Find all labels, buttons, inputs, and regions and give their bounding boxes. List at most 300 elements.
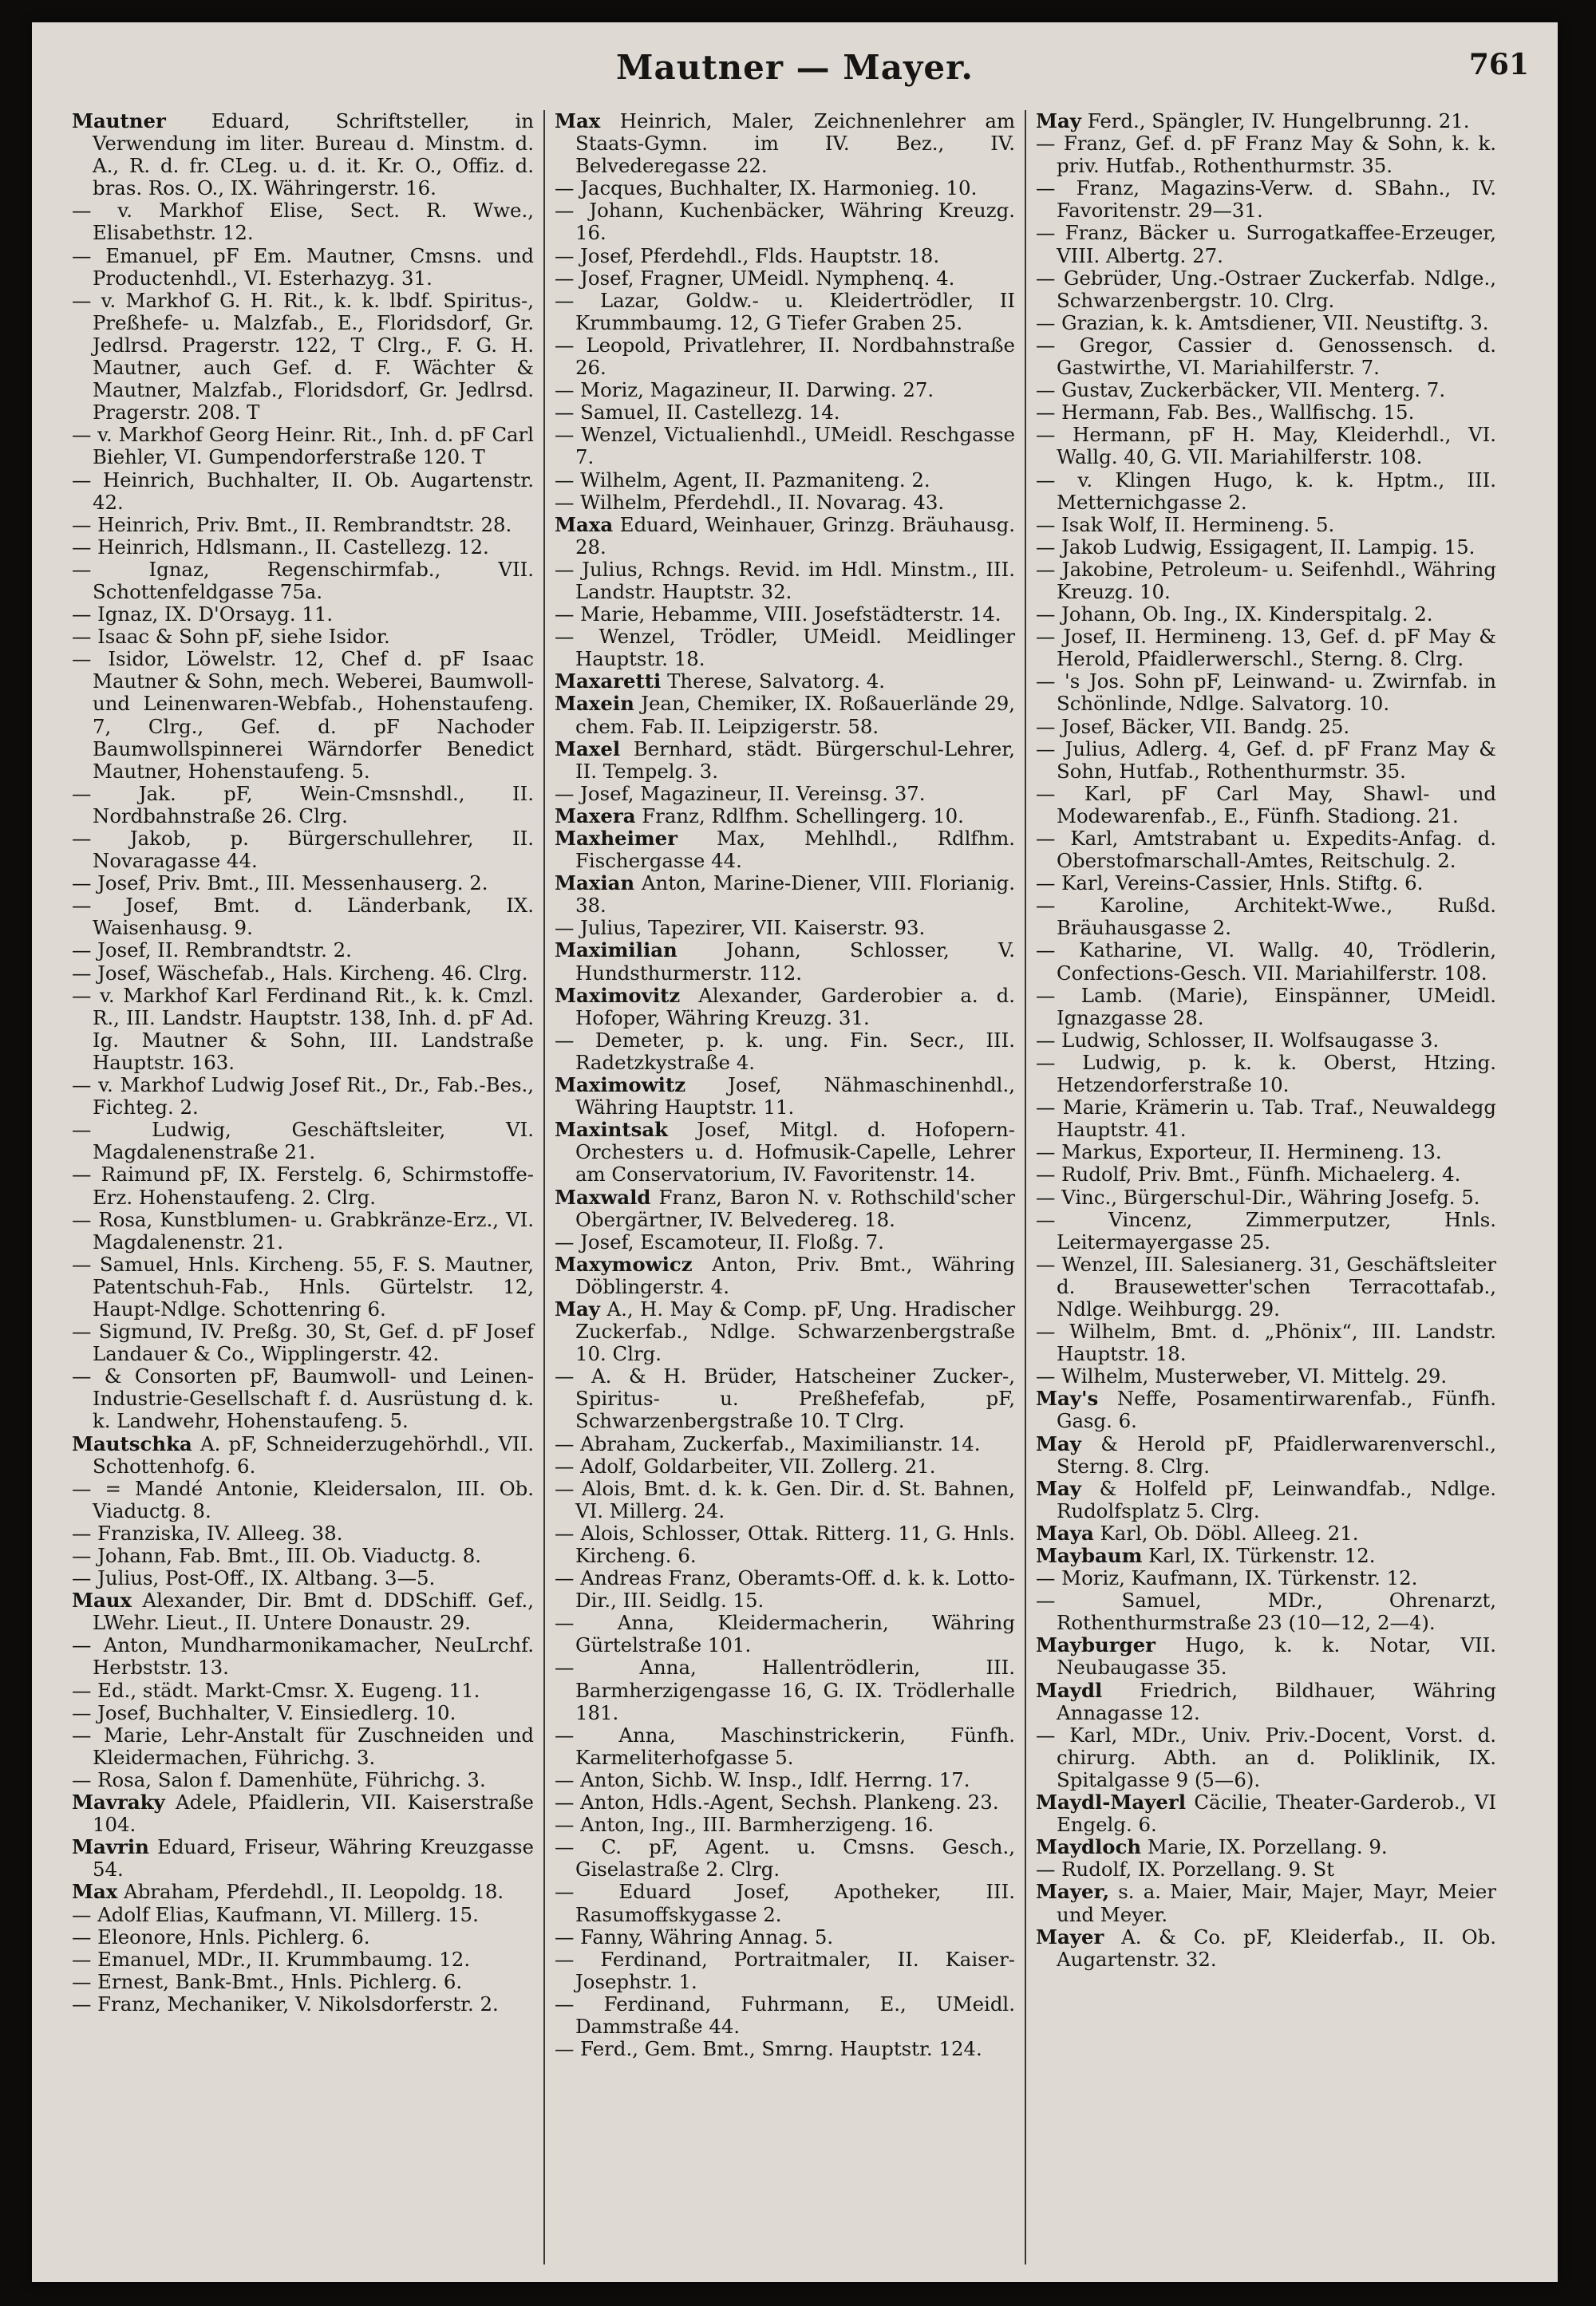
entry-text: — Alois, Schlosser, Ottak. Ritterg. 11, G. Hnls. Kircheng. 6. [555,1521,1015,1567]
entry-text: — Lamb. (Marie), Einspänner, UMeidl. Ignazgasse 28. [1036,983,1496,1029]
entry-text: — Wenzel, Victualienhdl., UMeidl. Reschgasse 7. [555,423,1015,469]
directory-entry [555,985,1015,1029]
directory-entry [555,290,1015,334]
directory-entry [555,559,1015,603]
entry-surname: May [1036,1431,1081,1455]
entry-text: — Markus, Exporteur, II. Hermineng. 13. [1036,1140,1442,1164]
entry-text: — Marie, Krämerin u. Tab. Traf., Neuwaldegg Hauptstr. 41. [1036,1096,1496,1142]
directory-entry [1036,626,1496,670]
entry-text: — Wilhelm, Musterweber, VI. Mittelg. 29. [1036,1364,1448,1388]
column-left [62,110,543,2265]
directory-entry [555,1836,1015,1881]
entry-text: & Holfeld pF, Leinwandfab., Ndlge. Rudolfsplatz 5. Clrg. [1057,1476,1496,1522]
entry-text: — Rudolf, Priv. Bmt., Fünfh. Michaelerg. 4. [1036,1163,1461,1187]
directory-entry [72,559,534,603]
entry-text: — Ferdinand, Fuhrmann, E., UMeidl. Dammstraße 44. [555,1992,1015,2038]
entry-surname: May [1036,1476,1081,1500]
entry-text: — & Consorten pF, Baumwoll- und Leinen-Industrie-Gesellschaft f. d. Ausrüstung d. k. k. Landwehr, Hohenstaufeng. 5. [72,1364,534,1433]
entry-text: — v. Markhof G. H. Rit., k. k. lbdf. Spiritus-, Preßhefe- u. Malzfab., E., Floridsdorf, Gr. Jedlrsd. Pragerstr. 122, T Clrg., F. G. H. Mautner, auch Gef. d. F. Wächter & Mautner, Malzfab., Floridsdorf, Gr. Jedlrsd. Pragerstr. 208. T [72,288,534,424]
directory-entry [72,199,534,244]
directory-entry [72,827,534,872]
directory-entry [555,827,1015,872]
directory-entry [555,1567,1015,1612]
entry-surname: Mayer, [1036,1880,1110,1904]
directory-entry [1036,1365,1496,1388]
entry-surname: May [555,1297,600,1321]
entry-text: — Leopold, Privatlehrer, II. Nordbahnstraße 26. [555,333,1015,380]
directory-entry [72,1209,534,1254]
entry-text: — Ed., städt. Markt-Cmsr. X. Eugeng. 11. [72,1678,480,1702]
entry-text: — Ferd., Gem. Bmt., Smrng. Hauptstr. 124. [555,2037,982,2061]
entry-surname: Mavrin [72,1835,149,1859]
directory-entry [1036,1254,1496,1321]
directory-entry [555,379,1015,401]
entry-text: — Eleonore, Hnls. Pichlerg. 6. [72,1925,370,1949]
entry-text: — Josef, Bäcker, VII. Bandg. 25. [1036,714,1350,738]
directory-entry [555,334,1015,379]
entry-surname: Maxintsak [555,1118,669,1142]
page-header [32,48,1558,96]
directory-entry [1036,1567,1496,1589]
directory-entry [555,738,1015,783]
entry-text: — Gustav, Zuckerbäcker, VII. Menterg. 7. [1036,378,1446,402]
directory-entry [72,1074,534,1119]
directory-entry [72,1163,534,1208]
entry-text: — Vincenz, Zimmerputzer, Hnls. Leitermayergasse 25. [1036,1207,1496,1254]
entry-text: — Samuel, Hnls. Kircheng. 55, F. S. Mautner, Patentschuh-Fab., Hnls. Gürtelstr. 12, Haupt-Ndlge. Schottenring 6. [72,1252,534,1321]
entry-text: — Franz, Mechaniker, V. Nikolsdorferstr. 2. [72,1992,499,2016]
entry-surname: Maxel [555,736,621,760]
directory-entry [72,648,534,783]
entry-surname: Maxymowicz [555,1252,693,1276]
entry-text: Franz, Baron N. v. Rothschild'scher Obergärtner, IV. Belvedereg. 18. [575,1185,1015,1231]
directory-entry [72,1433,534,1478]
entry-text: — Franz, Gef. d. pF Franz May & Sohn, k. k. priv. Hutfab., Rothenthurmstr. 35. [1036,132,1496,178]
directory-entry [555,1993,1015,2038]
entry-surname: Max [72,1880,118,1904]
directory-entry [555,1814,1015,1836]
entry-text: — Raimund pF, IX. Ferstelg. 6, Schirmstoffe-Erz. Hohenstaufeng. 2. Clrg. [72,1163,534,1209]
entry-surname: Mayer [1036,1925,1104,1949]
entry-text: — Rosa, Salon f. Damenhüte, Führichg. 3. [72,1767,486,1791]
directory-entry [1036,110,1496,132]
directory-entry [72,1634,534,1679]
directory-entry [1036,559,1496,603]
directory-entry [1036,783,1496,827]
directory-entry [1036,1836,1496,1858]
directory-entry [1036,1321,1496,1365]
directory-entry [555,1769,1015,1791]
entry-text: Friedrich, Bildhauer, Währing Annagasse 12. [1057,1678,1496,1724]
directory-entry [72,1545,534,1567]
directory-entry [555,872,1015,917]
entry-text: — Isidor, Löwelstr. 12, Chef d. pF Isaac Mautner & Sohn, mech. Weberei, Baumwoll- und Leinenwaren-Webfab., Hohenstaufeng. 7, Clrg., Gef. d. pF Nachoder Baumwollspinnerei Wärndorfer Benedict Mautner, Hohenstaufeng. 5. [72,647,534,783]
directory-entry [1036,132,1496,177]
directory-entry [555,514,1015,559]
directory-entry [555,939,1015,984]
entry-text: — Rudolf, IX. Porzellang. 9. St [1036,1858,1335,1882]
directory-entry [72,1949,534,1971]
directory-entry [555,805,1015,827]
entry-text: — Anton, Ing., III. Barmherzigeng. 16. [555,1813,934,1837]
entry-text: — Josef, Bmt. d. Länderbank, IX. Waisenhausg. 9. [72,894,534,940]
entry-surname: Maya [1036,1521,1094,1545]
directory-entry [555,1074,1015,1119]
entry-text: — v. Klingen Hugo, k. k. Hptm., III. Metternichgasse 2. [1036,468,1496,514]
directory-entry [555,1612,1015,1656]
entry-surname: Maybaum [1036,1544,1143,1567]
directory-entry [72,1971,534,1993]
directory-entry [72,1522,534,1545]
directory-entry [555,603,1015,626]
directory-entry [1036,716,1496,738]
directory-entry [1036,177,1496,222]
directory-entry [555,670,1015,693]
entry-text: — Ludwig, p. k. k. Oberst, Htzing. Hetzendorferstraße 10. [1036,1050,1496,1097]
directory-entry [72,514,534,536]
entry-text: — Karoline, Architekt-Wwe., Rußd. Bräuhausgasse 2. [1036,894,1496,940]
directory-entry [555,1881,1015,1925]
entry-text: — Abraham, Zuckerfab., Maximilianstr. 14. [555,1431,981,1455]
directory-entry [555,245,1015,267]
entry-text: A., H. May & Comp. pF, Ung. Hradischer Zuckerfab., Ndlge. Schwarzenbergstraße 10. Clrg. [575,1297,1015,1366]
column-right [1025,110,1506,2265]
entry-text: — Josef, Priv. Bmt., III. Messenhauserg. 2. [72,871,488,895]
entry-text: — Josef, Escamoteur, II. Floßg. 7. [555,1230,884,1254]
entry-text: — Jakobine, Petroleum- u. Seifenhdl., Währing Kreuzg. 10. [1036,557,1496,603]
entry-text: — Gebrüder, Ung.-Ostraer Zuckerfab. Ndlge., Schwarzenbergstr. 10. Clrg. [1036,266,1496,312]
entry-surname: Maximilian [555,938,678,962]
entry-text: — Andreas Franz, Oberamts-Off. d. k. k. Lotto-Dir., III. Seidlg. 15. [555,1566,1015,1613]
directory-entry [72,245,534,290]
entry-text: Johann, Schlosser, V. Hundsthurmerstr. 112. [575,938,1015,985]
entry-text: — Anton, Hdls.-Agent, Sechsh. Plankeng. 23. [555,1791,999,1814]
entry-surname: Maxein [555,692,634,716]
entry-text: — v. Markhof Georg Heinr. Rit., Inh. d. pF Carl Biehler, VI. Gumpendorferstraße 120. T [72,423,534,469]
entry-text: — Sigmund, IV. Preßg. 30, St, Gef. d. pF Josef Landauer & Co., Wipplingerstr. 42. [72,1320,534,1366]
directory-entry [555,783,1015,805]
entry-text: Anton, Marine-Diener, VIII. Florianig. 38. [575,871,1015,918]
directory-entry [555,626,1015,670]
directory-entry [555,1365,1015,1432]
entry-text: — Ignaz, IX. D'Orsayg. 11. [72,602,334,626]
entry-text: — Franziska, IV. Alleeg. 38. [72,1521,343,1545]
entry-text: — Josef, Buchhalter, V. Einsiedlerg. 10. [72,1700,456,1724]
entry-text: — Johann, Ob. Ing., IX. Kinderspitalg. 2. [1036,602,1433,626]
directory-entry [555,469,1015,492]
entry-text: — Isaac & Sohn pF, siehe Isidor. [72,625,390,649]
entry-text: Neffe, Posamentirwarenfab., Fünfh. Gasg. 6. [1057,1387,1496,1433]
entry-text: — Ludwig, Schlosser, II. Wolfsaugasse 3. [1036,1028,1440,1052]
directory-entry [1036,939,1496,984]
entry-text: — Alois, Bmt. d. k. k. Gen. Dir. d. St. Bahnen, VI. Millerg. 24. [555,1476,1015,1522]
directory-entry [555,1478,1015,1522]
directory-entry [555,1433,1015,1455]
entry-text: — Jak. pF, Wein-Cmsnshdl., II. Nordbahnstraße 26. Clrg. [72,781,534,827]
entry-text: Alexander, Dir. Bmt d. DDSchiff. Gef., LWehr. Lieut., II. Untere Donaustr. 29. [93,1589,534,1635]
directory-entry [72,1791,534,1836]
directory-entry [72,1567,534,1589]
entry-surname: Maxa [555,512,614,536]
entry-text: Karl, IX. Türkenstr. 12. [1148,1544,1376,1567]
directory-page [32,22,1558,2282]
entry-text: — Josef, Magazineur, II. Vereinsg. 37. [555,781,926,805]
entry-text: — Heinrich, Buchhalter, II. Ob. Augartenstr. 42. [72,468,534,514]
entry-text: — Heinrich, Priv. Bmt., II. Rembrandtstr. 28. [72,512,512,536]
entry-text: — Johann, Fab. Bmt., III. Ob. Viaductg. 8. [72,1544,482,1567]
entry-text: — Vinc., Bürgerschul-Dir., Währing Josefg. 5. [1036,1185,1480,1209]
directory-entry [1036,1141,1496,1163]
directory-entry [555,110,1015,177]
entry-text: — Johann, Kuchenbäcker, Währing Kreuzg. 16. [555,199,1015,245]
entry-text: — Hermann, Fab. Bes., Wallfischg. 15. [1036,401,1415,424]
entry-surname: Mavraky [72,1791,165,1814]
directory-entry [555,917,1015,939]
column-middle [543,110,1025,2265]
entry-text: — Josef, Wäschefab., Hals. Kircheng. 46. Clrg. [72,961,528,985]
entry-surname: Maydl [1036,1678,1103,1702]
directory-entry [1036,872,1496,894]
entry-text: — A. & H. Brüder, Hatscheiner Zucker-, Spiritus- u. Preßhefefab, pF, Schwarzenbergstraße 10. T Clrg. [555,1364,1015,1433]
directory-entry [72,1836,534,1881]
entry-text: Heinrich, Maler, Zeichnenlehrer am Staats-Gymn. im IV. Bez., IV. Belvederegasse 22. [575,110,1015,178]
directory-entry [1036,1209,1496,1254]
directory-entry [72,939,534,961]
entry-text: Jean, Chemiker, IX. Roßauerlände 29, chem. Fab. II. Leipzigerstr. 58. [575,692,1015,738]
entry-surname: Mautschka [72,1431,192,1455]
directory-entry [1036,267,1496,312]
directory-entry [72,424,534,468]
page-number: 761 [1468,48,1529,81]
directory-entry [555,1724,1015,1769]
entry-surname: May [1036,110,1081,132]
directory-entry [555,1791,1015,1814]
entry-text: Adele, Pfaidlerin, VII. Kaiserstraße 104. [93,1791,534,1837]
directory-entry [555,401,1015,424]
directory-entry [555,1949,1015,1993]
directory-entry [555,1926,1015,1949]
directory-entry [1036,1029,1496,1052]
entry-text: — Demeter, p. k. ung. Fin. Secr., III. Radetzkystraße 4. [555,1028,1015,1074]
entry-text: — Samuel, MDr., Ohrenarzt, Rothenthurmstraße 23 (10—12, 2—4). [1036,1589,1496,1635]
entry-text: — Ferdinand, Portraitmaler, II. Kaiser-Josephstr. 1. [555,1947,1015,1993]
directory-entry [1036,1433,1496,1478]
directory-entry [72,1904,534,1926]
entry-text: Ferd., Spängler, IV. Hungelbrunng. 21. [1087,110,1470,132]
entry-surname: Maxheimer [555,827,678,850]
entry-surname: Maxian [555,871,635,895]
directory-entry [1036,469,1496,514]
directory-entry [1036,312,1496,334]
entry-text: & Herold pF, Pfaidlerwarenverschl., Sterng. 8. Clrg. [1057,1431,1496,1478]
directory-entry [1036,738,1496,783]
directory-entry [72,872,534,894]
entry-text: A. & Co. pF, Kleiderfab., II. Ob. Augartenstr. 32. [1057,1925,1496,1971]
entry-text: — Julius, Rchngs. Revid. im Hdl. Minstm., III. Landstr. Hauptstr. 32. [555,557,1015,603]
entry-text: — Moriz, Magazineur, II. Darwing. 27. [555,378,934,402]
directory-entry [72,1365,534,1432]
directory-entry [72,1589,534,1634]
entry-surname: May's [1036,1387,1099,1411]
directory-entry [1036,379,1496,401]
directory-entry [1036,1052,1496,1096]
entry-text: Marie, IX. Porzellang. 9. [1147,1835,1388,1859]
entry-text: — Fanny, Währing Annag. 5. [555,1925,834,1949]
entry-text: Hugo, k. k. Notar, VII. Neubaugasse 35. [1057,1633,1496,1680]
entry-text: — Wilhelm, Bmt. d. „Phönix“, III. Landstr. Hauptstr. 18. [1036,1320,1496,1366]
entry-text: — Josef, Fragner, UMeidl. Nymphenq. 4. [555,266,955,290]
entry-text: — Hermann, pF H. May, Kleiderhdl., VI. Wallg. 40, G. VII. Mariahilferstr. 108. [1036,423,1496,469]
directory-entry [1036,1680,1496,1724]
directory-entry [72,1724,534,1769]
directory-entry [72,1321,534,1365]
directory-entry [72,1254,534,1321]
entry-text: Max, Mehlhdl., Rdlfhm. Fischergasse 44. [575,827,1015,873]
directory-entry [72,110,534,199]
entry-text: — Wilhelm, Pferdehdl., II. Novarag. 43. [555,490,945,514]
entry-text: — Anna, Hallentrödlerin, III. Barmherzigengasse 16, G. IX. Trödlerhalle 181. [555,1656,1015,1724]
entry-text: — Julius, Post-Off., IX. Altbang. 3—5. [72,1566,436,1590]
entry-text: — Franz, Bäcker u. Surrogatkaffee-Erzeuger, VIII. Albertg. 27. [1036,221,1496,267]
directory-entry [1036,1881,1496,1925]
directory-entry [72,985,534,1074]
entry-text: — Lazar, Goldw.- u. Kleidertrödler, II Krummbaumg. 12, G Tiefer Graben 25. [555,288,1015,334]
entry-text: Anton, Priv. Bmt., Währing Döblingerstr. 4. [575,1252,1015,1298]
directory-entry [72,1769,534,1791]
directory-entry [72,1680,534,1702]
directory-entry [1036,1791,1496,1836]
entry-text: — Marie, Hebamme, VIII. Josefstädterstr. 14. [555,602,1001,626]
entry-text: — Samuel, II. Castellezg. 14. [555,401,840,424]
directory-entry [1036,536,1496,559]
directory-entry [555,1522,1015,1567]
entry-text: — v. Markhof Karl Ferdinand Rit., k. k. Cmzl. R., III. Landstr. Hauptstr. 138, Inh. d. pF Ad. Ig. Mautner & Sohn, III. Landstraße Hauptstr. 163. [72,983,534,1074]
entry-surname: Mautner [72,110,166,132]
entry-text: s. a. Maier, Mair, Majer, Mayr, Meier und Meyer. [1057,1880,1496,1926]
entry-surname: Maux [72,1589,132,1613]
entry-surname: Maydl-Mayerl [1036,1791,1187,1814]
entry-text: Josef, Mitgl. d. Hofopern-Orchesters u. d. Hofmusik-Capelle, Lehrer am Conservatorium, IV. Favoritenstr. 14. [575,1118,1015,1187]
directory-entry [72,894,534,939]
directory-entry [1036,334,1496,379]
directory-entry [1036,1522,1496,1545]
directory-entry [555,1187,1015,1231]
entry-text: — Julius, Adlerg. 4, Gef. d. pF Franz May & Sohn, Hutfab., Rothenthurmstr. 35. [1036,736,1496,783]
directory-entry [72,1119,534,1163]
entry-text: Karl, Ob. Döbl. Alleeg. 21. [1100,1521,1359,1545]
directory-entry [1036,1478,1496,1522]
entry-text: — v. Markhof Ludwig Josef Rit., Dr., Fab.-Bes., Fichteg. 2. [72,1073,534,1119]
directory-entry [555,492,1015,514]
directory-entry [555,267,1015,290]
entry-text: — Karl, Amtstrabant u. Expedits-Anfag. d. Oberstofmarschall-Amtes, Reitschulg. 2. [1036,827,1496,873]
directory-entry [555,1254,1015,1298]
entry-text: — Heinrich, Hdlsmann., II. Castellezg. 12. [72,535,489,559]
directory-entry [555,1656,1015,1724]
directory-entry [1036,1163,1496,1186]
entry-text: — Gregor, Cassier d. Genossensch. d. Gastwirthe, VI. Mariahilferstr. 7. [1036,333,1496,380]
directory-entry [1036,670,1496,715]
entry-text: — Jakob Ludwig, Essigagent, II. Lampig. 15. [1036,535,1476,559]
directory-entry [1036,222,1496,267]
entry-text: Cäcilie, Theater-Garderob., VI Engelg. 6. [1057,1791,1496,1837]
entry-surname: Maximowitz [555,1073,686,1097]
entry-text: — Josef, II. Hermineng. 13, Gef. d. pF May & Herold, Pfaidlerwerschl., Sterng. 8. Clrg. [1036,625,1496,671]
entry-text: — Josef, II. Rembrandtstr. 2. [72,938,352,962]
entry-text: — Anna, Kleidermacherin, Währing Gürtelstraße 101. [555,1611,1015,1657]
directory-entry [1036,1187,1496,1209]
entry-surname: Maxwald [555,1185,651,1209]
directory-entry [72,469,534,514]
entry-surname: Maxera [555,804,636,827]
entry-text: — = Mandé Antonie, Kleidersalon, III. Ob. Viaductg. 8. [72,1476,534,1522]
entry-text: — Franz, Magazins-Verw. d. SBahn., IV. Favoritenstr. 29—31. [1036,176,1496,223]
directory-entry [72,1993,534,2016]
directory-entry [1036,1634,1496,1679]
directory-entry [72,962,534,985]
entry-text: — v. Markhof Elise, Sect. R. Wwe., Elisabethstr. 12. [72,199,534,245]
entry-text: Eduard, Weinhauer, Grinzg. Bräuhausg. 28. [575,512,1015,559]
entry-text: — Moriz, Kaufmann, IX. Türkenstr. 12. [1036,1566,1418,1590]
entry-text: — Karl, pF Carl May, Shawl- und Modewarenfab., E., Fünfh. Stadiong. 21. [1036,781,1496,827]
directory-entry [1036,401,1496,424]
entry-text: A. pF, Schneiderzugehörhdl., VII. Schottenhofg. 6. [93,1431,534,1478]
entry-text: — Marie, Lehr-Anstalt für Zuschneiden und Kleidermachen, Führichg. 3. [72,1723,534,1769]
columns [62,110,1527,2265]
directory-entry [555,1231,1015,1254]
entry-text: Josef, Nähmaschinenhdl., Währing Hauptstr. 11. [575,1073,1015,1119]
directory-entry [1036,985,1496,1029]
entry-surname: Maxaretti [555,669,662,693]
directory-entry [555,1455,1015,1478]
entry-text: — Julius, Tapezirer, VII. Kaiserstr. 93. [555,916,926,940]
directory-entry [555,2038,1015,2060]
entry-text: — Wilhelm, Agent, II. Pazmaniteng. 2. [555,468,930,492]
entry-text: — Emanuel, MDr., II. Krummbaumg. 12. [72,1947,471,1971]
entry-text: — Wenzel, III. Salesianerg. 31, Geschäftsleiter d. Brausewetter'schen Terracottafab., Ndlge. Weihburgg. 29. [1036,1252,1496,1321]
entry-text: Eduard, Friseur, Währing Kreuzgasse 54. [93,1835,534,1882]
entry-text: — Karl, Vereins-Cassier, Hnls. Stiftg. 6. [1036,871,1424,895]
entry-surname: Maximovitz [555,983,681,1007]
directory-entry [1036,1926,1496,1971]
page-title: Mautner — Mayer. [616,48,974,87]
directory-entry [72,626,534,648]
directory-entry [1036,1096,1496,1141]
directory-entry [72,1702,534,1724]
entry-text: Alexander, Garderobier a. d. Hofoper, Währing Kreuzg. 31. [575,983,1015,1029]
entry-text: — Anna, Maschinstrickerin, Fünfh. Karmeliterhofgasse 5. [555,1723,1015,1769]
directory-entry [555,199,1015,244]
entry-text: — Isak Wolf, II. Hermineng. 5. [1036,512,1335,536]
directory-entry [72,536,534,559]
directory-entry [1036,1858,1496,1881]
directory-entry [72,1881,534,1903]
directory-entry [72,1926,534,1949]
entry-text: — Adolf, Goldarbeiter, VII. Zollerg. 21. [555,1454,936,1478]
directory-entry [555,424,1015,468]
directory-entry [1036,424,1496,468]
entry-text: — Ludwig, Geschäftsleiter, VI. Magdalenenstraße 21. [72,1118,534,1164]
entry-text: Bernhard, städt. Bürgerschul-Lehrer, II. Tempelg. 3. [575,736,1015,783]
entry-text: — Katharine, VI. Wallg. 40, Trödlerin, Confections-Gesch. VII. Mariahilferstr. 108. [1036,938,1496,985]
directory-entry [1036,894,1496,939]
directory-entry [555,1298,1015,1365]
entry-surname: Mayburger [1036,1633,1156,1657]
entry-text: — Josef, Pferdehdl., Flds. Hauptstr. 18. [555,243,940,267]
entry-text: — Rosa, Kunstblumen- u. Grabkränze-Erz., VI. Magdalenenstr. 21. [72,1207,534,1254]
entry-text: — Ernest, Bank-Bmt., Hnls. Pichlerg. 6. [72,1969,463,1993]
directory-entry [555,693,1015,737]
